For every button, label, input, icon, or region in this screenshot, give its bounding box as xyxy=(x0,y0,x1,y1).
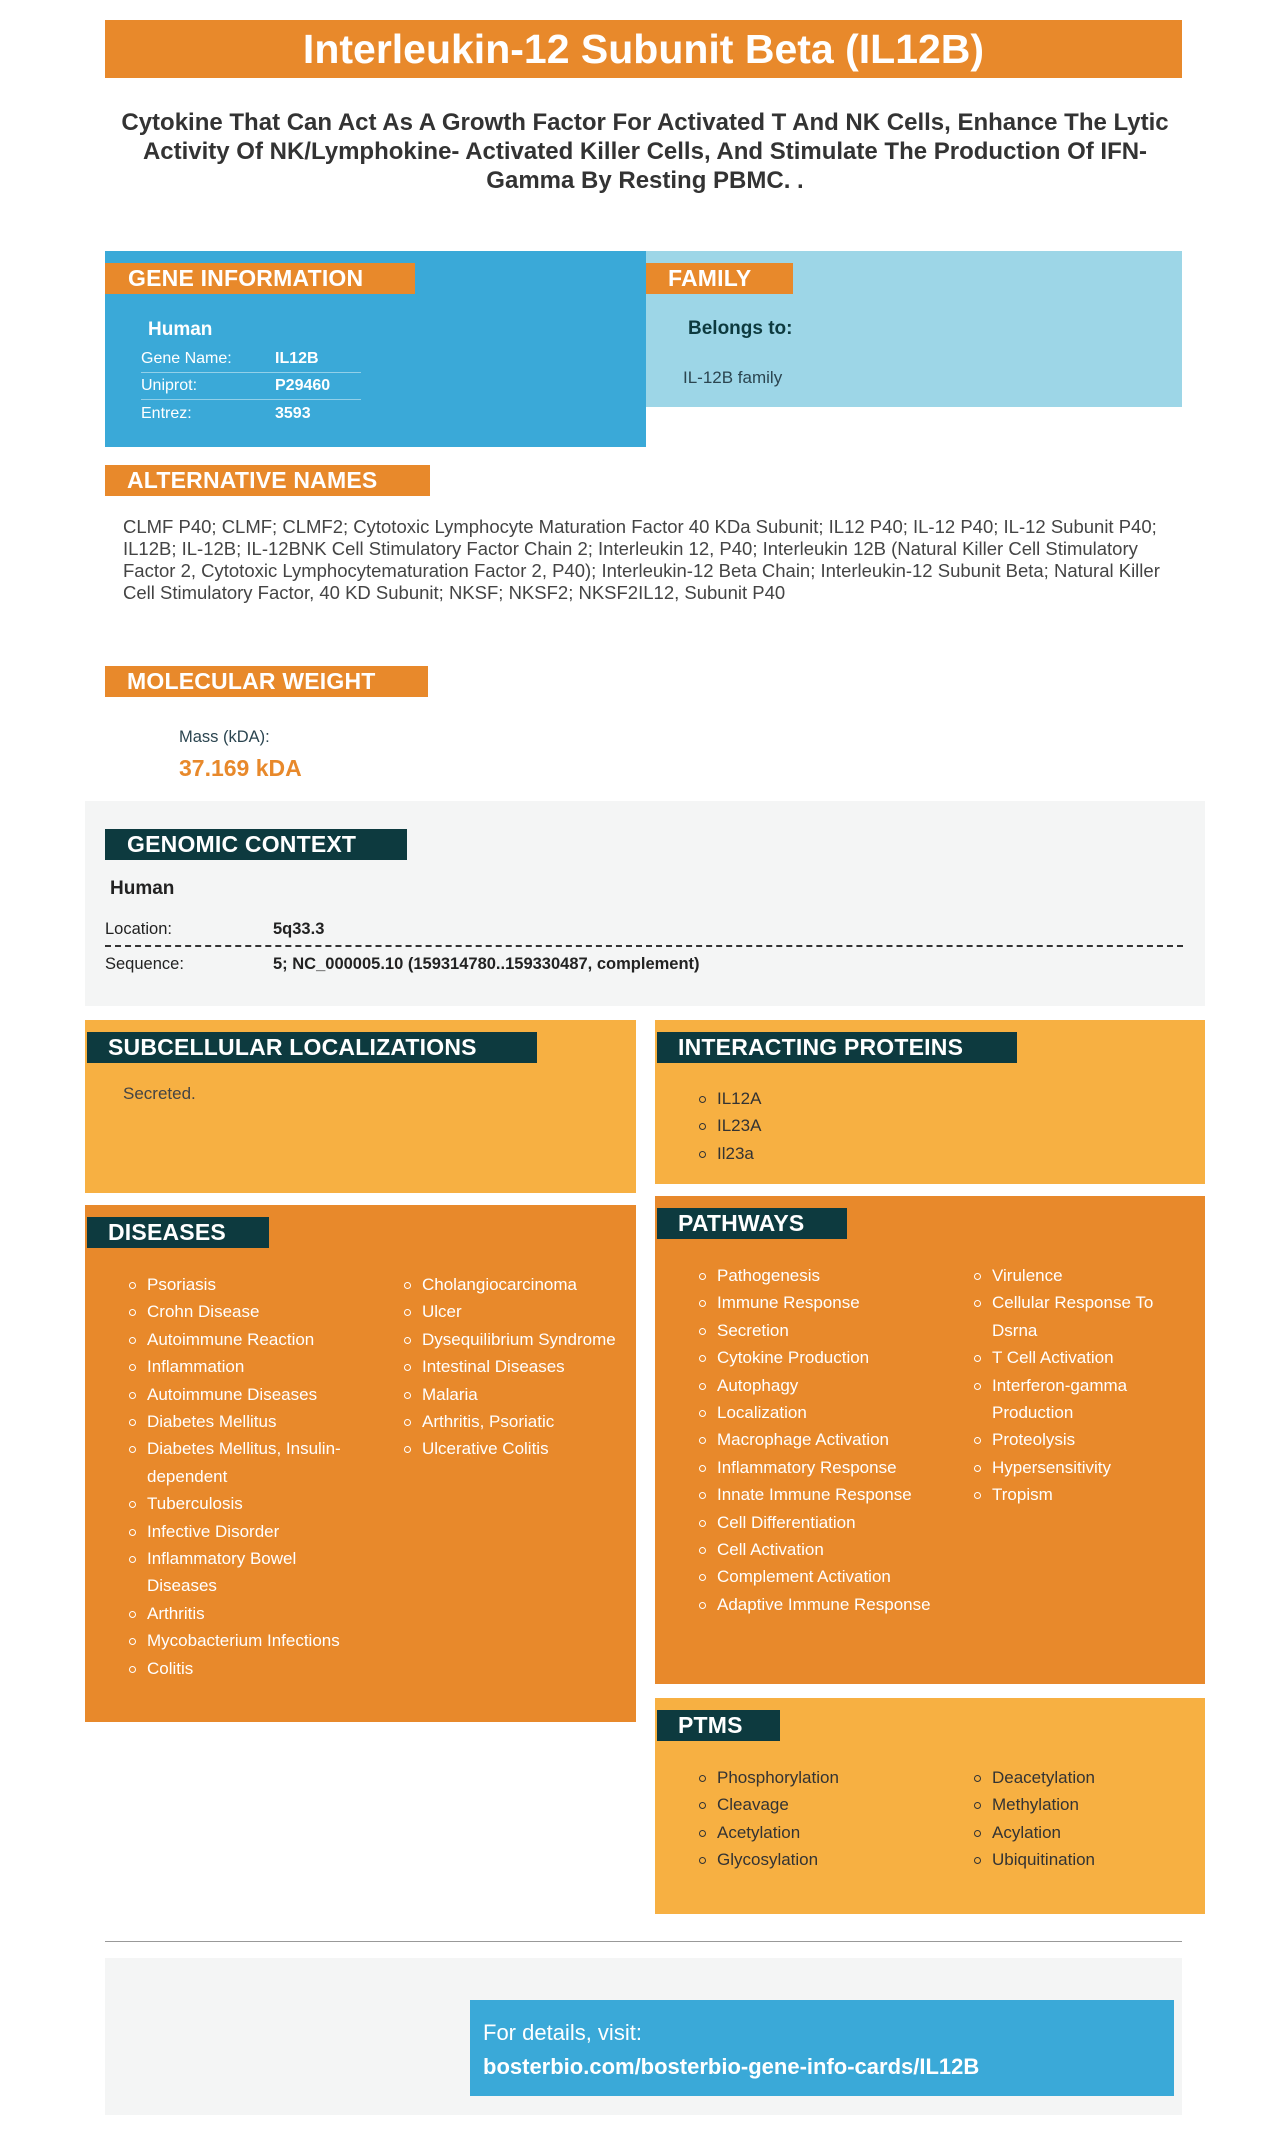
interacting-proteins-header: INTERACTING PROTEINS xyxy=(657,1032,1017,1063)
gene-name-key: Gene Name: xyxy=(141,350,232,367)
list-item: Glycosylation xyxy=(697,1846,937,1873)
alternative-names-text: CLMF P40; CLMF; CLMF2; Cytotoxic Lymphocyte Maturation Factor 40 KDa Subunit; IL12 P40; IL-12 P40; IL-12 Subunit P40; IL12B; IL-12B; IL-12BNK Cell Stimulatory Factor Chain 2; Interleukin 12, P40; Interleukin 12B (Natural Killer Cell Stimulatory Factor 2, Cytotoxic Lymphocytematuration Factor 2, P40); Interleukin-12 Beta Chain; Interleukin-12 Subunit Beta; Natural Killer Cell Stimulatory Factor, 40 KD Subunit; NKSF; NKSF2; NKSF2IL12, Subunit P40 xyxy=(123,516,1160,603)
list-item: Phosphorylation xyxy=(697,1764,937,1791)
molecular-weight-header: MOLECULAR WEIGHT xyxy=(105,666,428,697)
diseases-panel xyxy=(85,1205,636,1722)
list-item: Diabetes Mellitus, Insulin-dependent xyxy=(127,1435,367,1490)
list-item: Infective Disorder xyxy=(127,1518,367,1545)
list-item: Methylation xyxy=(972,1791,1182,1818)
ptms-panel xyxy=(655,1698,1205,1914)
mass-value: 37.169 kDA xyxy=(179,755,302,781)
pathways-list-col2 xyxy=(972,1262,1182,1509)
ptms-list-col2 xyxy=(972,1764,1182,1874)
subcellular-header: SUBCELLULAR LOCALIZATIONS xyxy=(87,1032,537,1063)
list-item: Secretion xyxy=(697,1317,942,1344)
list-item: Innate Immune Response xyxy=(697,1481,942,1508)
list-item: Autoimmune Reaction xyxy=(127,1326,367,1353)
list-item: Intestinal Diseases xyxy=(402,1353,622,1380)
page-title: Interleukin-12 Subunit Beta (IL12B) xyxy=(105,20,1182,78)
genomic-context-panel xyxy=(85,801,1205,1006)
subcellular-text: Secreted. xyxy=(123,1084,196,1103)
list-item: Dysequilibrium Syndrome xyxy=(402,1326,622,1353)
diseases-list-col1 xyxy=(127,1271,367,1682)
list-item: Cytokine Production xyxy=(697,1344,942,1371)
location-key: Location: xyxy=(105,920,172,938)
list-item: Inflammatory Bowel Diseases xyxy=(127,1545,367,1600)
entrez-key: Entrez: xyxy=(141,404,192,422)
alternative-names-header: ALTERNATIVE NAMES xyxy=(105,465,430,496)
location-value: 5q33.3 xyxy=(273,920,325,938)
visit-label: For details, visit: xyxy=(483,2020,642,2045)
list-item: Virulence xyxy=(972,1262,1182,1289)
list-item: Cell Activation xyxy=(697,1536,942,1563)
mass-label: Mass (kDA): xyxy=(179,728,270,746)
list-item: Ulcerative Colitis xyxy=(402,1435,622,1462)
list-item: Psoriasis xyxy=(127,1271,367,1298)
family-header: FAMILY xyxy=(646,263,793,294)
list-item: Malaria xyxy=(402,1381,622,1408)
list-item: Mycobacterium Infections xyxy=(127,1627,367,1654)
gene-info-row xyxy=(141,373,361,400)
uniprot-key: Uniprot: xyxy=(141,377,198,394)
list-item: IL23A xyxy=(697,1112,761,1139)
list-item: Pathogenesis xyxy=(697,1262,942,1289)
list-item: Acylation xyxy=(972,1819,1182,1846)
list-item: T Cell Activation xyxy=(972,1344,1182,1371)
sequence-key: Sequence: xyxy=(105,955,184,973)
details-link-box[interactable] xyxy=(470,2000,1174,2096)
gene-information-header: GENE INFORMATION xyxy=(105,263,415,294)
gene-species: Human xyxy=(148,319,213,340)
interacting-proteins-panel xyxy=(655,1020,1205,1184)
interacting-proteins-list xyxy=(697,1085,761,1167)
genomic-species: Human xyxy=(110,878,175,899)
list-item: Immune Response xyxy=(697,1289,942,1316)
details-url-link[interactable]: bosterbio.com/bosterbio-gene-info-cards/IL12B xyxy=(483,2054,980,2079)
list-item: IL12A xyxy=(697,1085,761,1112)
list-item: Cleavage xyxy=(697,1791,937,1818)
list-item: Interferon-gamma Production xyxy=(972,1372,1182,1427)
list-item: Deacetylation xyxy=(972,1764,1182,1791)
list-item: Proteolysis xyxy=(972,1426,1182,1453)
list-item: Diabetes Mellitus xyxy=(127,1408,367,1435)
list-item: Ulcer xyxy=(402,1298,622,1325)
list-item: Ubiquitination xyxy=(972,1846,1182,1873)
family-value: IL-12B family xyxy=(683,368,783,387)
list-item: Hypersensitivity xyxy=(972,1454,1182,1481)
divider xyxy=(105,945,1183,947)
list-item: Complement Activation xyxy=(697,1563,942,1590)
list-item: Localization xyxy=(697,1399,942,1426)
genomic-context-header: GENOMIC CONTEXT xyxy=(105,829,407,860)
gene-information-panel xyxy=(105,251,646,447)
gene-info-row xyxy=(141,346,361,373)
gene-name-value: IL12B xyxy=(275,350,319,367)
list-item: Cellular Response To Dsrna xyxy=(972,1289,1182,1344)
list-item: Colitis xyxy=(127,1655,367,1682)
list-item: Arthritis xyxy=(127,1600,367,1627)
gene-info-row xyxy=(141,400,361,427)
subcellular-panel xyxy=(85,1020,636,1193)
belongs-to-label: Belongs to: xyxy=(688,318,793,339)
list-item: Il23a xyxy=(697,1140,761,1167)
list-item: Inflammation xyxy=(127,1353,367,1380)
list-item: Arthritis, Psoriatic xyxy=(402,1408,622,1435)
list-item: Inflammatory Response xyxy=(697,1454,942,1481)
gene-info-table xyxy=(141,346,361,427)
ptms-list-col1 xyxy=(697,1764,937,1874)
ptms-header: PTMS xyxy=(657,1710,780,1741)
pathways-panel xyxy=(655,1196,1205,1684)
diseases-header: DISEASES xyxy=(87,1217,269,1248)
entrez-value[interactable]: 3593 xyxy=(275,404,311,422)
list-item: Tropism xyxy=(972,1481,1182,1508)
diseases-list-col2 xyxy=(402,1271,622,1463)
list-item: Autoimmune Diseases xyxy=(127,1381,367,1408)
family-panel xyxy=(646,251,1182,407)
list-item: Macrophage Activation xyxy=(697,1426,942,1453)
pathways-list-col1 xyxy=(697,1262,942,1618)
uniprot-value[interactable]: P29460 xyxy=(275,377,331,394)
list-item: Tuberculosis xyxy=(127,1490,367,1517)
gene-description: Cytokine That Can Act As A Growth Factor For Activated T And NK Cells, Enhance The Lytic Activity Of NK/Lymphokine- Activated Killer Cells, And Stimulate The Production Of IFN-Gamma By Resting PBMC. . xyxy=(121,109,1169,194)
list-item: Cholangiocarcinoma xyxy=(402,1271,622,1298)
sequence-value: 5; NC_000005.10 (159314780..159330487, complement) xyxy=(273,955,700,973)
pathways-header: PATHWAYS xyxy=(657,1208,847,1239)
list-item: Crohn Disease xyxy=(127,1298,367,1325)
footer-divider xyxy=(105,1941,1182,1942)
list-item: Adaptive Immune Response xyxy=(697,1591,942,1618)
list-item: Autophagy xyxy=(697,1372,942,1399)
list-item: Acetylation xyxy=(697,1819,937,1846)
list-item: Cell Differentiation xyxy=(697,1509,942,1536)
